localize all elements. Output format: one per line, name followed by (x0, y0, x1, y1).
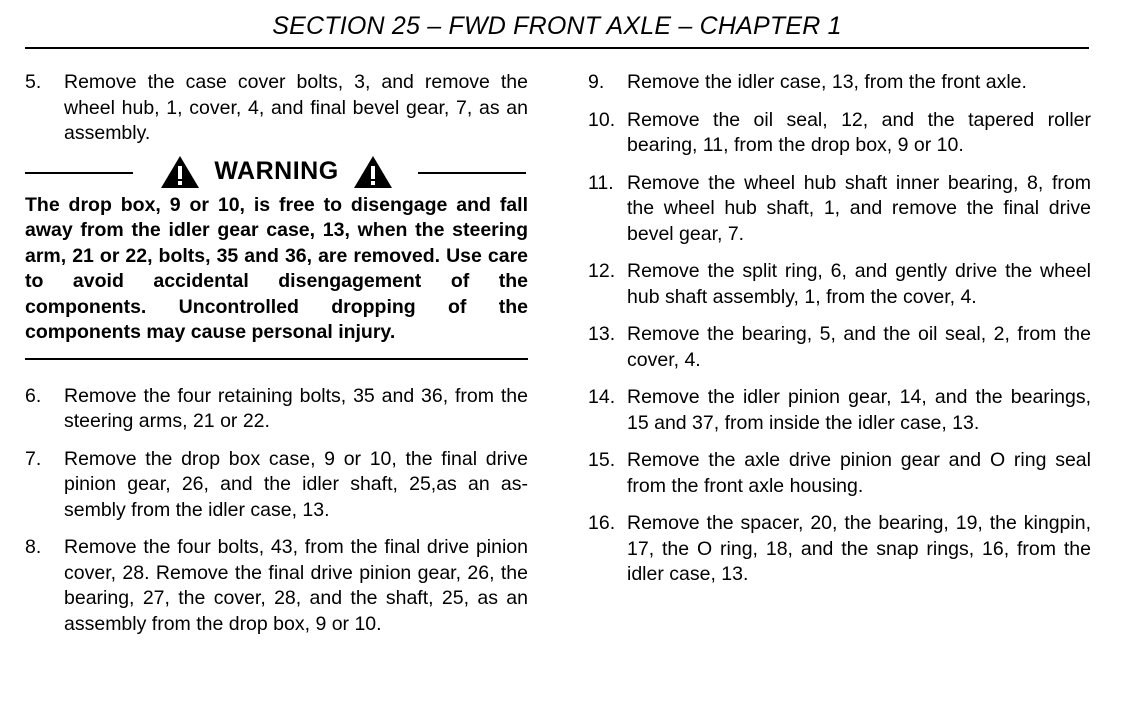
warning-triangle-icon (353, 155, 393, 189)
step-text: Remove the drop box case, 9 or 10, the final drive pinion gear, 26, and the idler shaft, 25,as an assembly from the idler case, 13. (64, 447, 528, 521)
step-text: Remove the idler pinion gear, 14, and the bearings, 15 and 37, from inside the idler case, 13. (627, 386, 1091, 434)
page-header: SECTION 25 – FWD FRONT AXLE – CHAPTER 1 (272, 12, 842, 40)
warning-rule-right (418, 172, 526, 174)
step-11 (588, 171, 1091, 248)
step-14 (588, 385, 1091, 436)
step-number: 8. (25, 536, 42, 558)
step-list-after (25, 384, 528, 638)
step-12 (588, 259, 1091, 310)
warning-bottom-rule (25, 358, 528, 360)
step-text: Remove the four retaining bolts, 35 and 36, from the steering arms, 21 or 22. (64, 384, 528, 432)
step-number: 9. (588, 71, 605, 93)
step-number: 6. (25, 384, 42, 407)
step-text: Remove the axle drive pinion gear and O ring seal from the front axle housing. (627, 449, 1091, 497)
step-number: 15. (588, 449, 616, 471)
step-5 (25, 70, 528, 147)
step-6 (25, 384, 528, 435)
step-number: 11. (588, 171, 614, 194)
step-13 (588, 322, 1091, 373)
step-number: 7. (25, 447, 42, 470)
step-text: Remove the spacer, 20, the bearing, 19, the kingpin, 17, the O ring, 18, and the snap rings, 16, from the idler case, 13. (627, 512, 1091, 585)
step-number: 14. (588, 386, 616, 408)
step-7 (25, 447, 528, 524)
warning-title-group (160, 155, 392, 189)
header-rule (25, 47, 1089, 49)
step-text: Remove the idler case, 13, from the front axle. (627, 71, 1027, 93)
step-text: Remove the split ring, 6, and gently drive the wheel hub shaft assembly, 1, from the cover, 4. (627, 260, 1091, 308)
warning-heading (25, 155, 528, 189)
step-text: Remove the oil seal, 12, and the tapered roller bearing, 11, from the drop box, 9 or 10. (627, 108, 1091, 156)
warning-rule-left (25, 172, 133, 174)
step-number: 12. (588, 260, 616, 282)
step-number: 5. (25, 71, 42, 93)
step-9 (588, 70, 1091, 96)
step-16 (588, 511, 1091, 588)
step-text: Remove the four bolts, 43, from the final drive pinion cover, 28. Remove the final drive pinion gear, 26, the bearing, 27, the cover, 28, and the shaft, 25, as an assembly from the drop box, 9 or 10. (64, 536, 528, 635)
step-number: 16. (588, 512, 616, 534)
warning-text: The drop box, 9 or 10, is free to disengage and fall away from the idler gear case, 13, when the steering arm, 21 or 22, bolts, 35 and 36, are removed. Use care to avoid accidental disengagement of the components. Uncontrolled dropping of the components may cause personal injury. (25, 193, 528, 343)
step-text: Remove the case cover bolts, 3, and remove the wheel hub, 1, cover, 4, and final bevel gear, 7, as an assembly. (64, 71, 528, 144)
warning-triangle-icon (160, 155, 200, 189)
step-10 (588, 108, 1091, 159)
step-number: 10. (588, 108, 616, 131)
step-list-before (25, 70, 528, 147)
warning-label: WARNING (214, 157, 339, 185)
step-number: 13. (588, 323, 616, 345)
step-text: Remove the wheel hub shaft inner bearing, 8, from the wheel hub shaft, 1, and remove the final drive bevel gear, 7. (627, 171, 1091, 245)
step-text: Remove the bearing, 5, and the oil seal, 2, from the cover, 4. (627, 323, 1091, 371)
step-8 (25, 535, 528, 637)
right-column (588, 70, 1091, 588)
left-column (25, 70, 528, 637)
step-15 (588, 448, 1091, 499)
